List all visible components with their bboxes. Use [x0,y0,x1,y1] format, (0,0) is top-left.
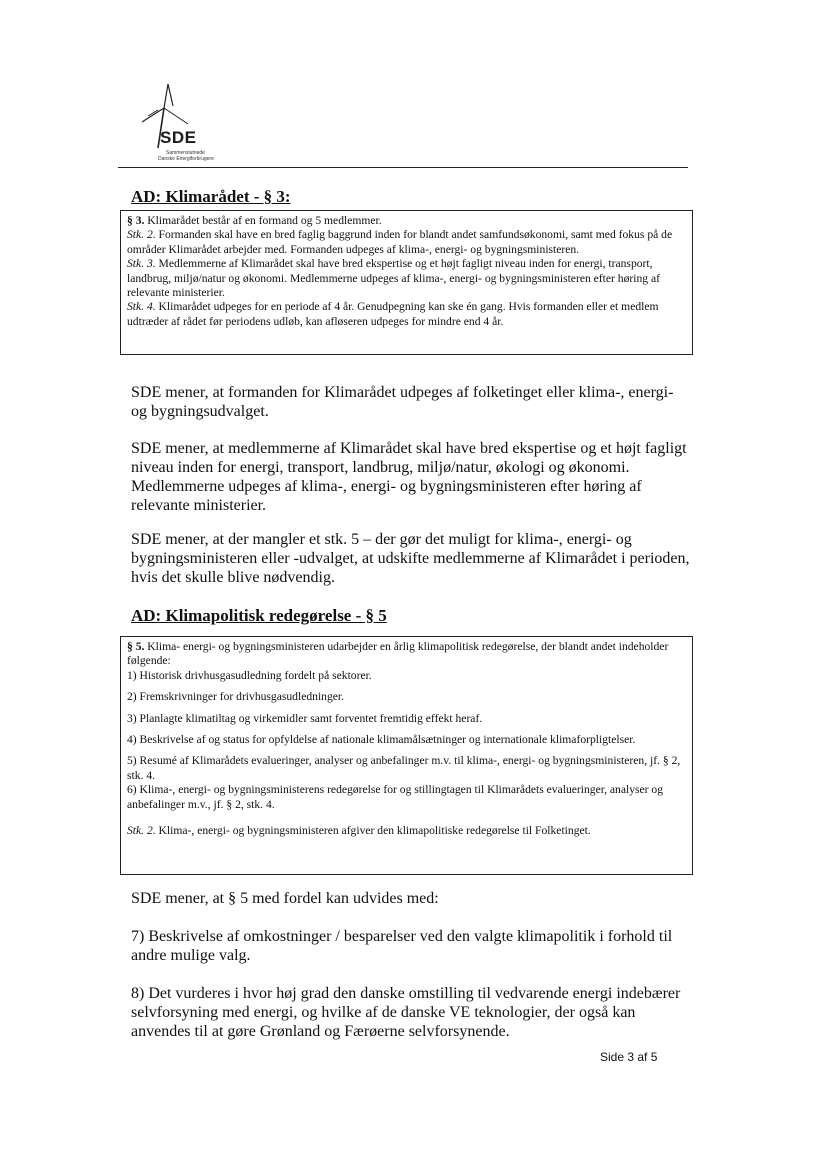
comment-paragraph: SDE mener, at § 5 med fordel kan udvides med: [131,890,439,907]
list-item: 4) Beskrivelse af og status for opfyldelse af nationale klimamålsætninger og internationale klimaforpligtelser. [127,733,636,747]
sde-logo [118,80,228,166]
paragraph-number: Stk. 2. [127,824,156,838]
law-paragraph [127,300,686,329]
paragraph-number: Stk. 3. [127,257,156,271]
law-paragraph [127,640,686,669]
paragraph-text: Formanden skal have en bred faglig baggrund inden for blandt andet samfundsøkonomi, samt med fokus på de områder Klimarådet arbejder med. Formanden udpeges af klima-, energi- og bygningsministeren. [127,228,673,256]
comment-paragraph: 7) Beskrivelse af omkostninger / besparelser ved den valgte klimapolitik i forhold til andre mulige valg. [131,928,673,964]
paragraph-text: Klimarådet udpeges for en periode af 4 år. Genudpegning kan ske én gang. Hvis formanden eller et medlem udtræder af rådet før periodens udløb, kan afløseren udpeges for mindre end 4 år. [127,300,659,328]
paragraph-number: Stk. 2. [127,228,156,242]
law-paragraph [127,824,686,838]
comment-paragraph: 8) Det vurderes i hvor høj grad den danske omstilling til vedvarende energi indebærer selvforsyning med energi, og hvilke af de danske VE teknologier, der også kan anvendes til at gøre Grønland og Færøerne selvforsynende. [131,985,681,1040]
logo-text: SDE [160,128,197,147]
logo-subtitle-2: Danske Energiforbrugere [158,156,214,162]
law-paragraph [127,228,686,257]
section-heading-redegoerelse: AD: Klimapolitisk redegørelse - § 5 [131,606,387,625]
law-paragraph [127,257,686,300]
paragraph-number: Stk. 4. [127,300,156,314]
paragraph-text: Medlemmerne af Klimarådet skal have bred ekspertise og et højt fagligt niveau inden for energi, transport, landbrug, miljø/natur og økonomi. Medlemmerne udpeges af klima-, energi- og bygningsministeren efter høring af relevante ministerier. [127,257,660,300]
law-text-box-5 [120,636,693,875]
list-item: 2) Fremskrivninger for drivhusgasudledninger. [127,690,345,704]
paragraph-number: § 5. [127,640,145,653]
header-divider [118,167,688,168]
list-item: 6) Klima-, energi- og bygningsministerens redegørelse for og stillingtagen til Klimarådets evalueringer, analyser og anbefalinger m.v., jf. § 2, stk. 4. [127,783,664,811]
paragraph-text: Klimarådet består af en formand og 5 medlemmer. [144,214,382,227]
paragraph-number: § 3. [127,214,145,227]
paragraph-text: Klima- energi- og bygningsministeren udarbejder en årlig klimapolitisk redegørelse, der blandt andet indeholder følgende: [127,640,669,668]
section-heading-klimaraadet: AD: Klimarådet - § 3: [131,187,291,206]
paragraph-text: Klima-, energi- og bygningsministeren afgiver den klimapolitiske redegørelse til Folketinget. [155,824,591,838]
comment-paragraph: SDE mener, at formanden for Klimarådet udpeges af folketinget eller klima-, energi- og bygningsudvalget. [131,384,674,420]
comment-paragraph: SDE mener, at medlemmerne af Klimarådet skal have bred ekspertise og et højt fagligt niveau inden for energi, transport, landbrug, miljø/natur, økologi og økonomi. Medlemmerne udpeges af klima-, energi- og bygningsministeren efter høring af relevante ministerier. [131,440,687,514]
list-item: 5) Resumé af Klimarådets evalueringer, analyser og anbefalinger m.v. til klima-, energi- og bygningsministeren, jf. § 2, stk. 4. [127,754,681,782]
law-paragraph [127,214,686,228]
page-number: Side 3 af 5 [600,1050,658,1064]
law-text-box-3 [120,210,693,355]
list-item: 3) Planlagte klimatiltag og virkemidler samt forventet fremtidig effekt heraf. [127,711,483,725]
list-item: 1) Historisk drivhusgasudledning fordelt på sektorer. [127,668,372,682]
comment-paragraph: SDE mener, at der mangler et stk. 5 – der gør det muligt for klima-, energi- og bygningsministeren eller -udvalget, at udskifte medlemmerne af Klimarådet i perioden, hvis det skulle blive nødvendig. [131,531,690,586]
logo-subtitle-1: Sammenslutnede [166,150,205,156]
